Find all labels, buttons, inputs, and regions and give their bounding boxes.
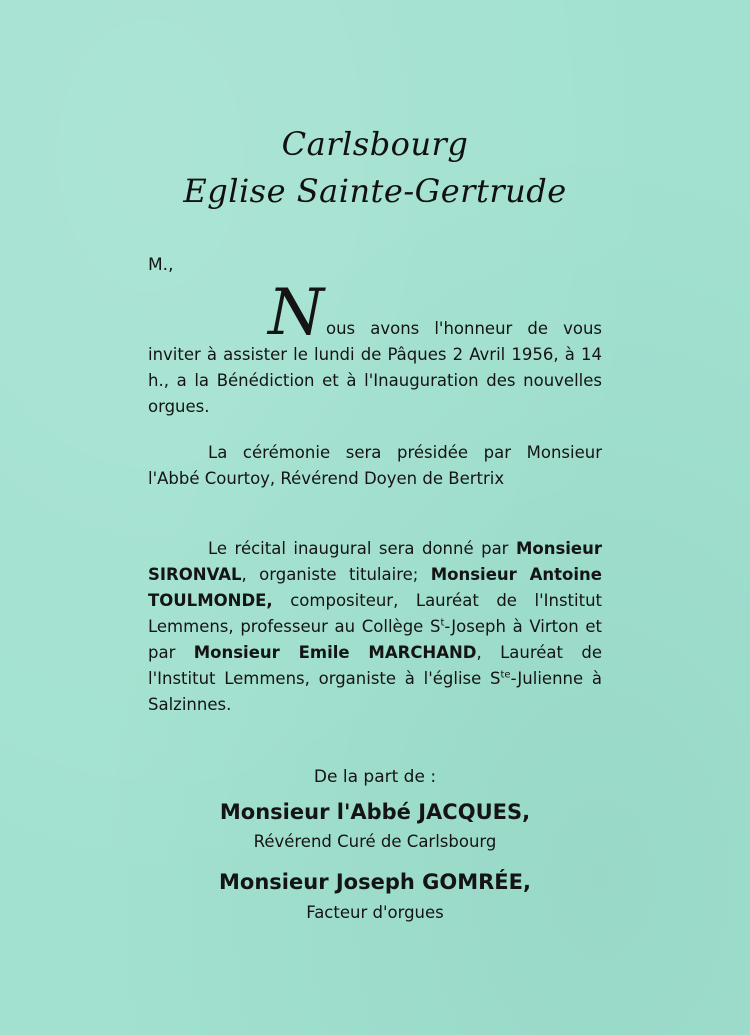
paragraph-invitation-text: ous avons l'honneur de vous inviter à assister le lundi de Pâques 2 Avril 1956, à 14 h., a la Bénédiction et à l'Inauguration des nouvelles orgues. <box>148 319 602 416</box>
sender-role: Facteur d'orgues <box>306 903 444 922</box>
sender-name: Monsieur l'Abbé JACQUES, <box>219 800 531 824</box>
recital-text-1: Le récital inaugural sera donné par <box>208 539 516 558</box>
sender-name: Monsieur Joseph GOMRÉE, <box>219 870 531 894</box>
paragraph-ceremony <box>148 440 602 492</box>
paragraph-ceremony-text: La cérémonie sera présidée par Monsieur l'Abbé Courtoy, Révérend Doyen de Bertrix <box>148 443 602 488</box>
paragraph-recital <box>148 536 602 718</box>
sender-role: Révérend Curé de Carlsbourg <box>253 832 497 851</box>
recital-text-2: , organiste titulaire; <box>241 565 431 584</box>
performer-toulmonde: Monsieur Antoine TOULMONDE, <box>148 565 602 610</box>
recital-text-6: -Julienne à Salzinnes. <box>148 669 602 714</box>
recital-text-5: , Lauréat de l'Institut Lemmens, organiste à l'église S <box>148 643 602 688</box>
header-place: Carlsbourg <box>281 125 469 163</box>
salutation: M., <box>148 255 174 275</box>
recital-text-4: -Joseph à Virton et par <box>148 617 602 662</box>
from-label: De la part de : <box>313 767 437 787</box>
performer-marchand: Monsieur Emile MARCHAND <box>193 643 477 662</box>
performer-sironval: Monsieur SIRONVAL <box>148 539 602 584</box>
header-church: Eglise Sainte-Gertrude <box>183 172 567 210</box>
superscript-saint: t <box>440 617 445 629</box>
paragraph-invitation <box>148 276 602 420</box>
recital-text-3: compositeur, Lauréat de l'Institut Lemmens, professeur au Collège S <box>148 591 602 636</box>
superscript-sainte: te <box>500 669 511 681</box>
dropcap-letter: N <box>268 276 324 350</box>
